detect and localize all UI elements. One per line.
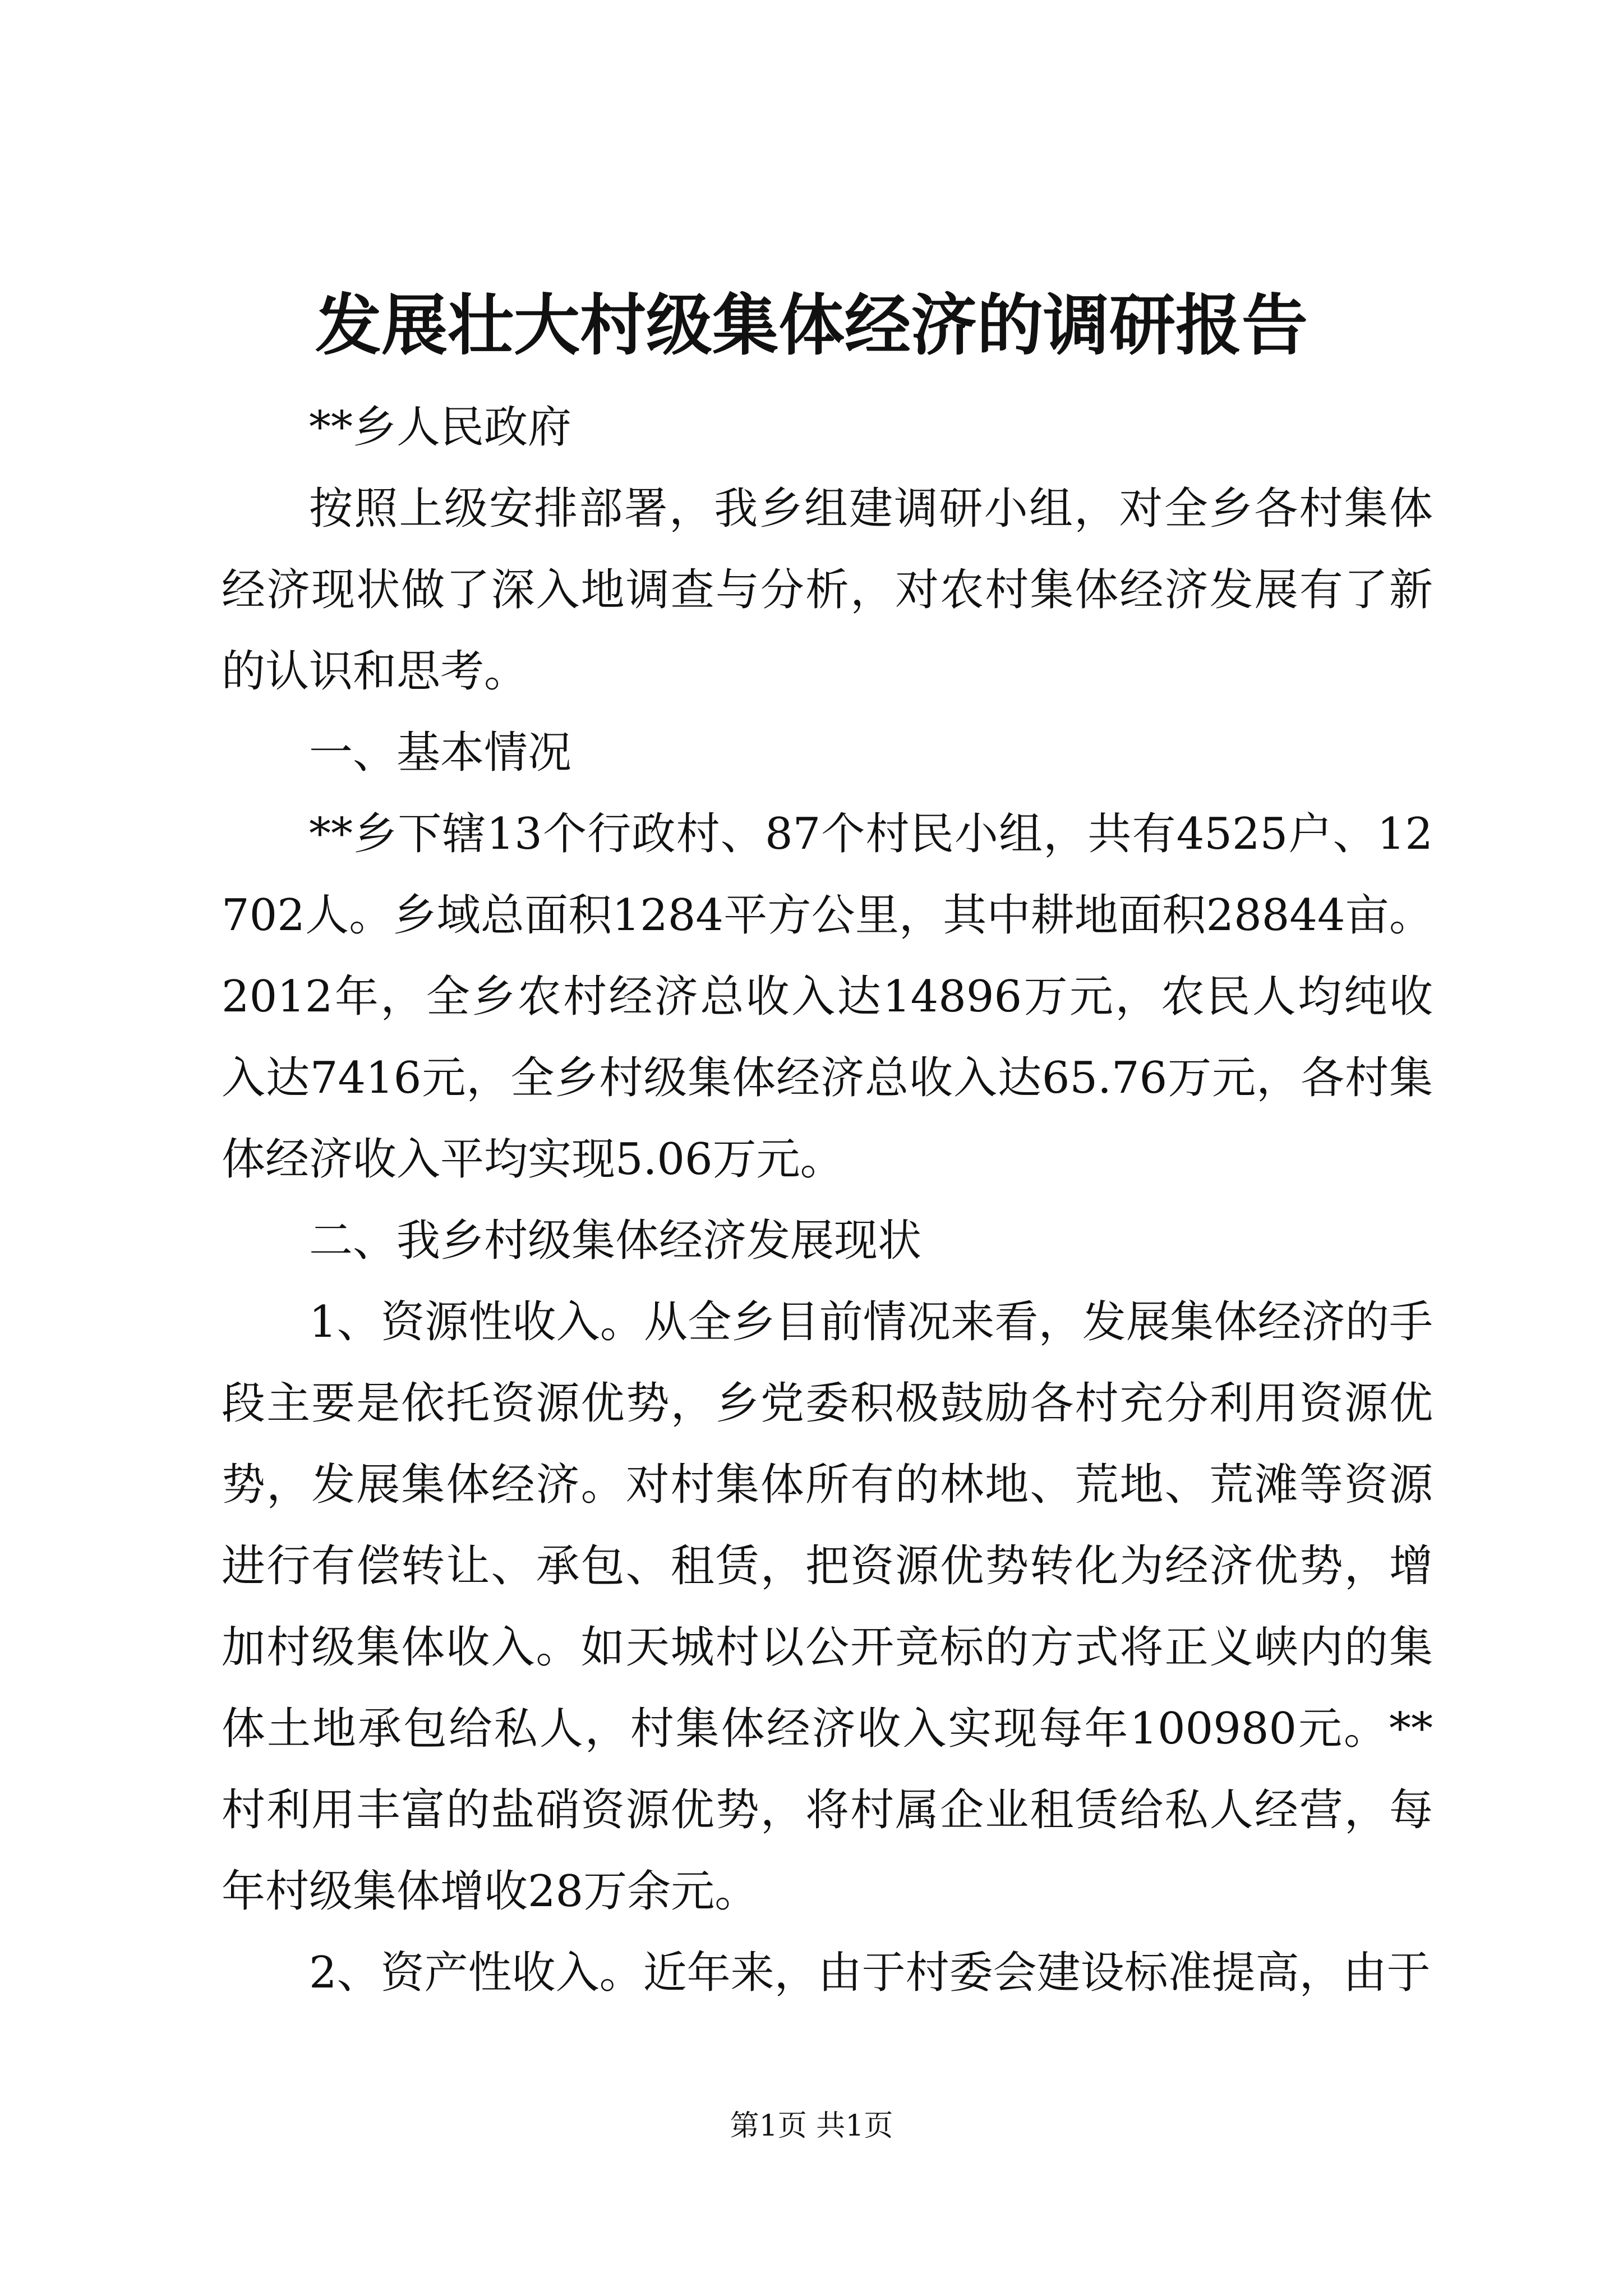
document-body (222, 387, 1433, 2014)
paragraph-intro: 按照上级安排部署，我乡组建调研小组，对全乡各村集体经济现状做了深入地调查与分析，对农村集体经济发展有了新的认识和思考。 (222, 484, 1433, 697)
page-footer: 第1页 共1页 (730, 2109, 893, 2143)
document-title: 发展壮大村级集体经济的调研报告 (315, 286, 1308, 364)
paragraph-basic-situation: **乡下辖13个行政村、87个村民小组，共有4525户、12702人。乡域总面积1284平方公里，其中耕地面积28844亩。2012年，全乡农村经济总收入达14896万元，农民人均纯收入达7416元，全乡村级集体经济总收入达65.76万元，各村集体经济收入平均实现5.06万元。 (222, 809, 1433, 1185)
paragraph-resource-income: 1、资源性收入。从全乡目前情况来看，发展集体经济的手段主要是依托资源优势，乡党委积极鼓励各村充分利用资源优势，发展集体经济。对村集体所有的林地、荒地、荒滩等资源进行有偿转让、承包、租赁，把资源优势转化为经济优势，增加村级集体收入。如天城村以公开竞标的方式将正义峡内的集体土地承包给私人，村集体经济收入实现每年100980元。**村利用丰富的盐硝资源优势，将村属企业租赁给私人经营，每年村级集体增收28万余元。 (222, 1297, 1433, 1917)
section-heading-basic-situation: 一、基本情况 (309, 728, 572, 778)
paragraph-recipient: **乡人民政府 (309, 402, 572, 453)
section-heading-current-status: 二、我乡村级集体经济发展现状 (309, 1216, 922, 1266)
paragraph-asset-income: 2、资产性收入。近年来，由于村委会建设标准提高，由于 (309, 1948, 1431, 1998)
